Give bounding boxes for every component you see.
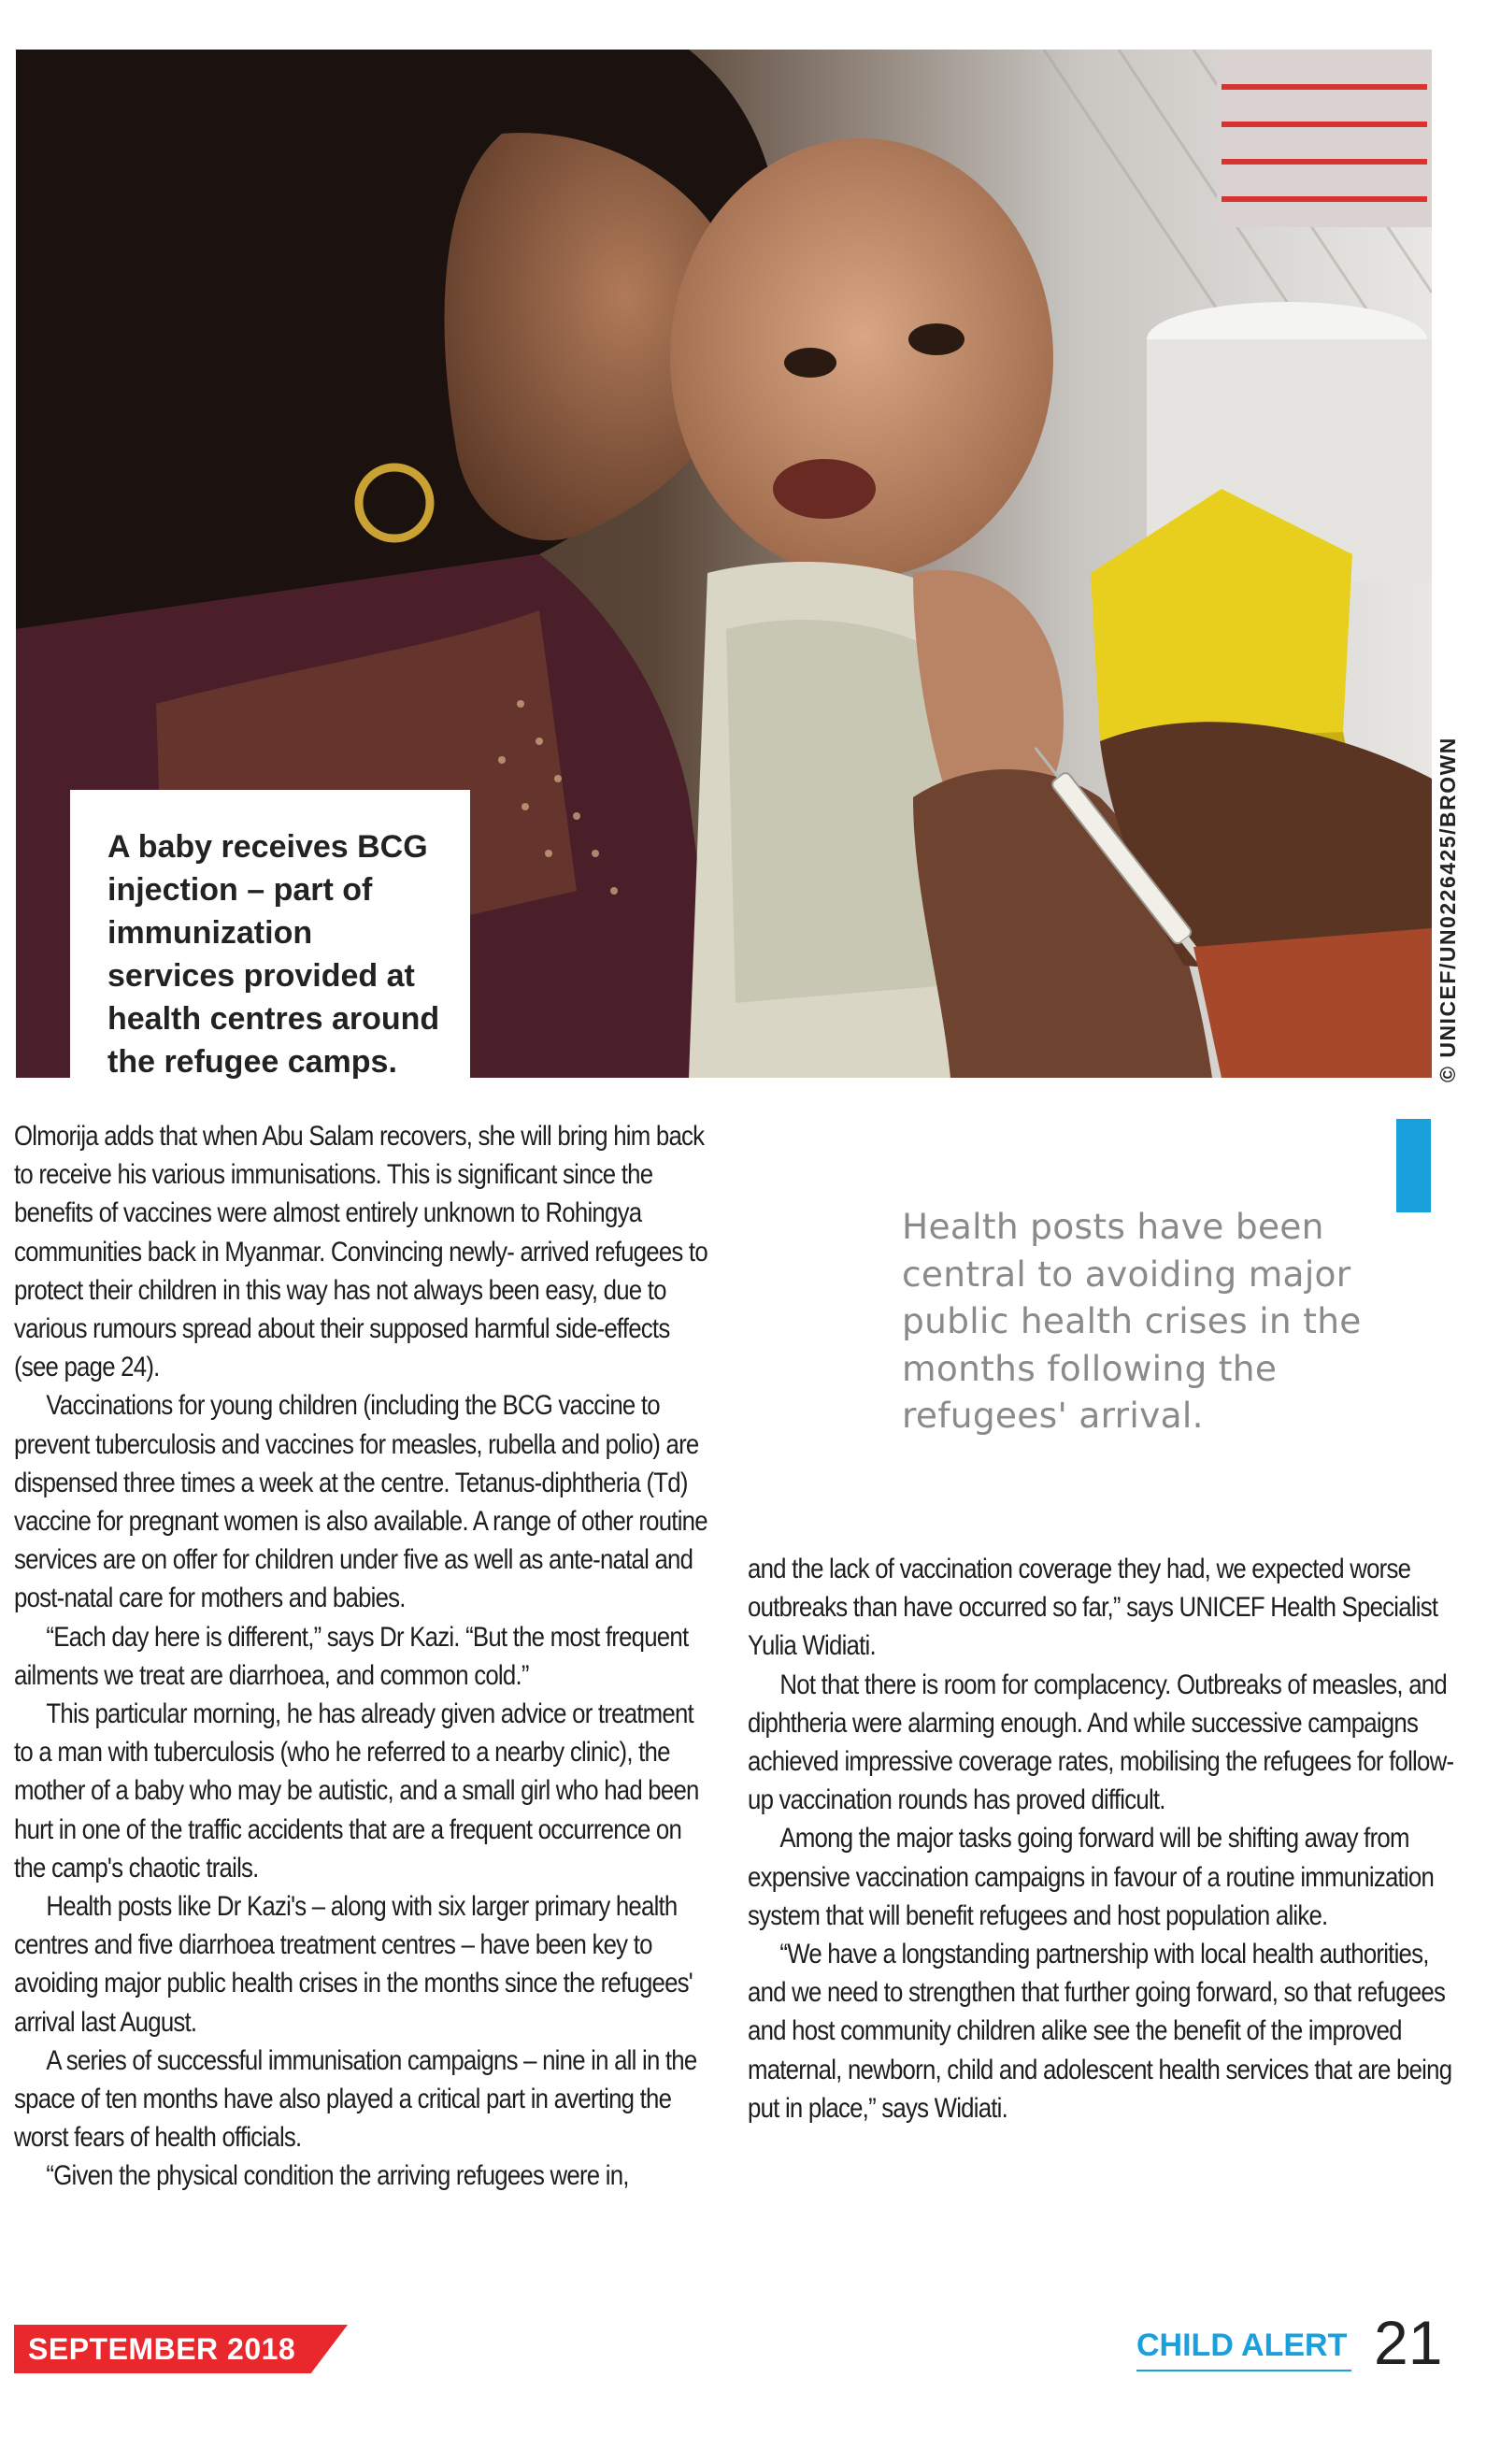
paragraph: This particular morning, he has already given advice or treatment to a man with tuberculosis (who he referred to a nearby clinic), the mother of a baby who may be autistic, and a small girl who had been hurt in one of the traffic accidents that are a frequent occurrence on the camp's chaotic trails. (14, 1698, 699, 1884)
pull-quote: Health posts have been central to avoiding major public health crises in the months following the refugees' arrival. (902, 1206, 1362, 1436)
photo-credit: © UNICEF/UN0226425/BROWN (1436, 737, 1460, 1082)
article-column-1 (14, 1117, 711, 2196)
paragraph: Health posts like Dr Kazi's – along with six larger primary health centres and five diarrhoea treatment centres – have been key to avoiding major public health crises in the months since the refugees' arrival last August. (14, 1891, 693, 2038)
paragraph: Olmorija adds that when Abu Salam recovers, she will bring him back to receive his various immunisations. This is significant since the benefits of vaccines were almost entirely unknown to Rohingya communities back in Myanmar. Convincing newly- arrived refugees to protect their children in this way has not always been easy, due to various rumours spread about their supposed harmful side-effects (see page 24). (14, 1121, 707, 1383)
paragraph: and the lack of vaccination coverage they had, we expected worse outbreaks than have occurred so far,” says UNICEF Health Specialist Yulia Widiati. (748, 1554, 1438, 1662)
issue-date: SEPTEMBER 2018 (28, 2332, 296, 2366)
article-column-2 (748, 1550, 1463, 2127)
paragraph: “Given the physical condition the arriving refugees were in, (46, 2160, 629, 2192)
paragraph: “Each day here is different,” says Dr Kazi. “But the most frequent ailments we treat are diarrhoea, and common cold.” (14, 1621, 689, 1691)
magazine-name: CHILD ALERT (1136, 2328, 1348, 2363)
paragraph: Vaccinations for young children (including the BCG vaccine to prevent tuberculosis and vaccines for measles, rubella and polio) are dispensed three times a week at the centre. Tetanus-diphtheria (Td) vaccine for pregnant women is also available. A range of other routine services are on offer for children under five as well as ante-natal and post-natal care for mothers and babies. (14, 1390, 707, 1614)
paragraph: Among the major tasks going forward will be shifting away from expensive vaccination campaigns in favour of a routine immunization system that will benefit refugees and host population alike. (748, 1823, 1435, 1931)
paragraph: A series of successful immunisation campaigns – nine in all in the space of ten months have also played a critical part in averting the worst fears of health officials. (14, 2044, 697, 2154)
magazine-name-underline (1136, 2370, 1351, 2371)
paragraph: Not that there is room for complacency. Outbreaks of measles, and diphtheria were alarming enough. And while successive campaigns achieved impressive coverage rates, mobilising the refugees for follow-up vaccination rounds has proved difficult. (748, 1669, 1454, 1816)
page-number: 21 (1374, 2308, 1443, 2377)
pull-quote-accent-bar (1396, 1119, 1431, 1212)
photo-caption: A baby receives BCG injection – part of immunization services provided at health centres around the refugee camps. (70, 790, 470, 1080)
paragraph: “We have a longstanding partnership with local health authorities, and we need to strengthen that further going forward, so that refugees and host community children alike see the benefit of the improved maternal, newborn, child and adolescent health services that are being put in place,” says Widiati. (748, 1939, 1452, 2124)
